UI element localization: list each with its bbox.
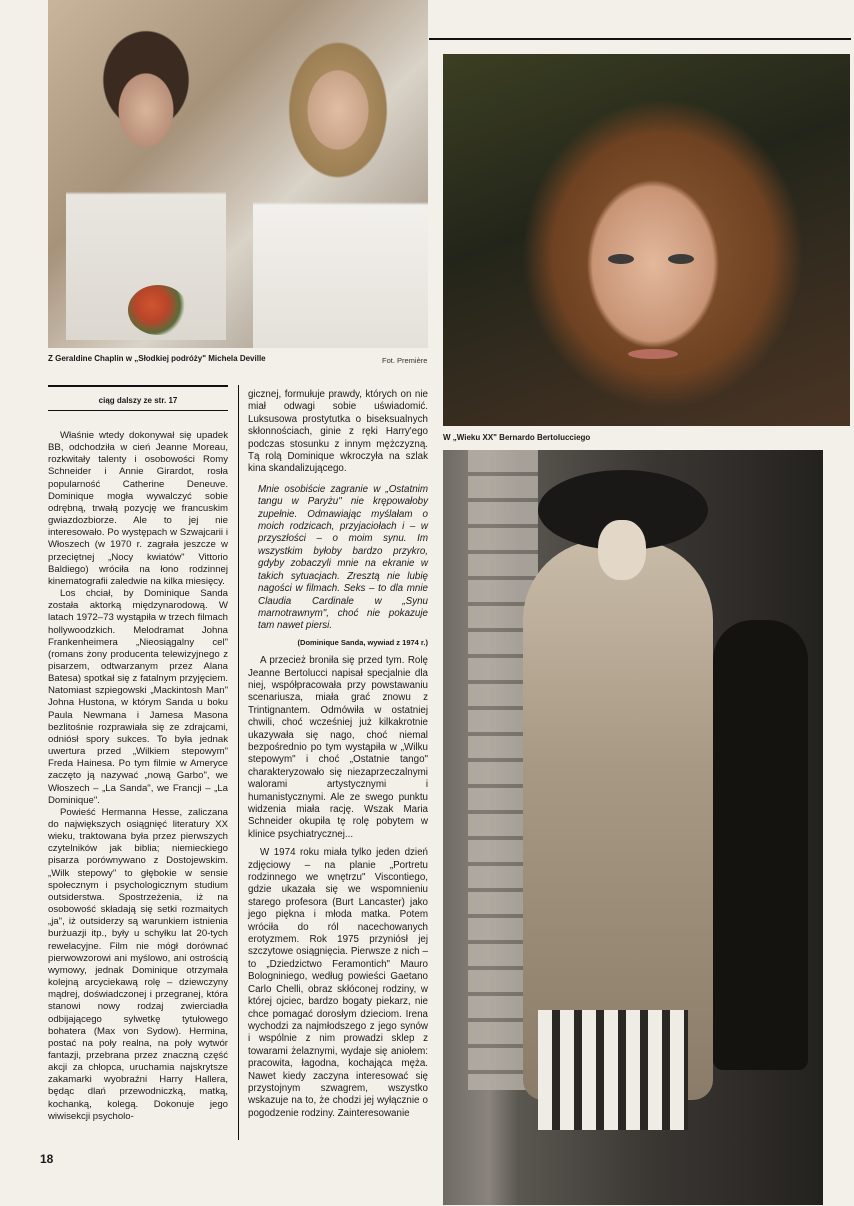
photo-flower-detail xyxy=(128,285,188,335)
continued-label: ciąg dalszy ze str. 17 xyxy=(98,396,178,405)
photo-striped-skirt xyxy=(538,1010,688,1130)
article-paragraph: W 1974 roku miała tylko jeden dzień zdjęciowy – na planie „Portretu rodzinnego we wnętrzu" Viscontiego, gdzie ukazała się we wspomnieniu starego profesora (Burt Lancaster) jako jego piękna i młoda matka. Potem wróciła do ról nacechowanych erotyzmem. Rok 1975 przyniósł jej szczytowe osiągnięcia. Pierwsze z nich – to „Dziedzictwo Feramontich" Mauro Bologniniego, według powieści Gaetano Carlo Chelli, obraz skłóconej rodziny, w której ojciec, bardzo bogaty piekarz, nie chce pomagać dorosłym dzieciom. Irena wychodzi za najmłodszego z jego synów i wspólnie z nim prowadzi sklep z towarami żelaznymi, wydaje się aniołem: pracowita, łagodna, kochająca męża. Nawet kiedy zaczyna interesować się przystojnym szwagrem, wszystko wskazuje na to, że chodzi jej wyłącznie o pogodzenie rodziny. Zainteresowanie xyxy=(248,847,428,1119)
photo-eye-right xyxy=(668,254,694,264)
photo-sanda-portrait xyxy=(443,54,850,426)
article-column-2 xyxy=(248,389,428,1120)
article-paragraph: Właśnie wtedy dokonywał się upadek BB, odchodziła w cień Jeanne Moreau, rozkwitały talenty i osobowości Romy Schneider i Annie Girardot, rosła popularność Catherine Deneuve. Dominique mogła wywalczyć sobie odrębną, trwałą pozycję we francuskim gwiazdozbiorze. Ale to jej nie interesowało. Po występach w Szwajcarii i Włoszech (w 1970 r. zagrała jeszcze w przeciętnej „Nocy kwiatów" Vittorio Baldiego) wróciła na łono rodzinnej kinematografii zaledwie na kilka miesięcy. xyxy=(48,430,228,587)
photo-mouth xyxy=(628,349,678,359)
article-paragraph: Los chciał, by Dominique Sanda została aktorką międzynarodową. W latach 1972–73 wystąpiła w trzech filmach hollywoodzkich. Melodramat Johna Frankenheimera „Nieosiągalny cel" (romans żony producenta telewizyjnego z pisarzem, odtwarzanym przez Alana Batesa) spotkał się z fatalnym przyjęciem. Natomiast szpiegowski „Mackintosh Man" Johna Hustona, w którym Sanda u boku Paula Newmana i Jamesa Masona bezlitośnie rozprawiała się ze zdrajcami, odniósł spory sukces. To była jednak uwertura przed „Wilkiem stepowym" Freda Hainesa. Po tym filmie w Ameryce zaczęto ją nazywać „nową Garbo", we Włoszech – „La Sanda", we Francji – „La Dominique". xyxy=(48,588,228,806)
column-divider xyxy=(238,385,239,1140)
article-paragraph: A przecież broniła się przed tym. Rolę Jeanne Bertolucci napisał specjalnie dla niej, współpracowała przy powstawaniu scenariusza, miała grać znowu z Trintignantem. Odmówiła w ostatniej chwili, choć wcześniej już kilkakrotnie ukazywała się nago, choć niemal bezpośrednio po tym wystąpiła w „Wilku stepowym" i choć „Ostatnie tango" charakteryzowało się niezaprzeczalnymi walorami artystycznymi i humanistycznymi. Ale ze swego punktu widzenia miała rację. Wszak Maria Schneider okupiła tę rolę pobytem w klinice psychiatrycznej... xyxy=(248,655,428,840)
photo-credit: Fot. Première xyxy=(382,356,428,365)
top-rule xyxy=(429,38,851,40)
article-paragraph: Powieść Hermanna Hesse, zaliczana do największych osiągnięć literatury XX wieku, traktowana była przez pierwszych czytelników jak biblia; niemieckiego pisarza porównywano z Dostojewskim. „Wilk stepowy" to głębokie w sensie społecznym i psychologicznym studium outsiderstwa. Spostrzeżenia, iż na osobowość składają się setki rozmaitych „ja", iż outsiderzy są warunkiem istnienia burżuazji itp., były u schyłku lat 20-tych rewelacyjne. Film nie mógł dorównać pierwowzorowi ani myślowo, ani ostrością wymowy, jednak Dominique otrzymała kolejną arcyciekawą rolę – dziewczyny mądrej, doświadczonej i przegranej, która stanowi nowy rodzaj zwierciadła odbijającego sylwetkę tytułowego bohatera (Max von Sydow). Hermina, postać na poły realna, na poły wytwór fantazji, przebrana przez znaczną część akcji za chłopca, uruchamia najskrytsze zakamarki wyobraźni Harry Hallera, będąc dlań przewodniczką, matką, kochanką, kolegą. Dokonuje jego wiwisekcji psycholo- xyxy=(48,806,228,1122)
photo-figure-background xyxy=(713,620,808,1070)
caption-top-left: Z Geraldine Chaplin w „Słodkiej podróży" Michela Deville xyxy=(48,354,266,363)
photo-sanda-fur-coat xyxy=(443,450,823,1205)
quote-source: (Dominique Sanda, wywiad z 1974 r.) xyxy=(297,637,428,647)
page-number: 18 xyxy=(40,1152,54,1166)
photo-geraldine-chaplin-and-sanda xyxy=(48,0,428,348)
sanda-quote: Mnie osobiście zagranie w „Ostatnim tangu w Paryżu" nie krępowałoby zupełnie. Odmawiając myślałam o moich rodzicach, przyjaciołach i – w przyszłości – o moim synu. Im wszystkim byłoby bardzo przykro, gdyby zobaczyli mnie na ekranie w takich sytuacjach. Zresztą nie lubię nagości w filmach. Seks – to dla mnie Claudia Cardinale w „Synu marnotrawnym", choć nie pokazuje tam nawet piersi. xyxy=(258,483,428,632)
photo-face xyxy=(598,520,646,580)
article-paragraph: gicznej, formułuje prawdy, których on nie miał odwagi sobie uświadomić. Luksusowa prostytutka o biseksualnych skłonnościach, ginie z ręki Harry'ego podczas stosunku z innym mężczyzną. Tą rolą Dominique wkroczyła na szlak kina skandalizującego. xyxy=(248,389,428,475)
continued-rule-top xyxy=(48,385,228,387)
continued-rule-bottom xyxy=(48,410,228,411)
caption-top-right: W „Wieku XX" Bernardo Bertolucciego xyxy=(443,433,591,442)
photo-figure-right xyxy=(253,0,428,348)
photo-eye-left xyxy=(608,254,634,264)
article-column-1 xyxy=(48,430,228,1123)
